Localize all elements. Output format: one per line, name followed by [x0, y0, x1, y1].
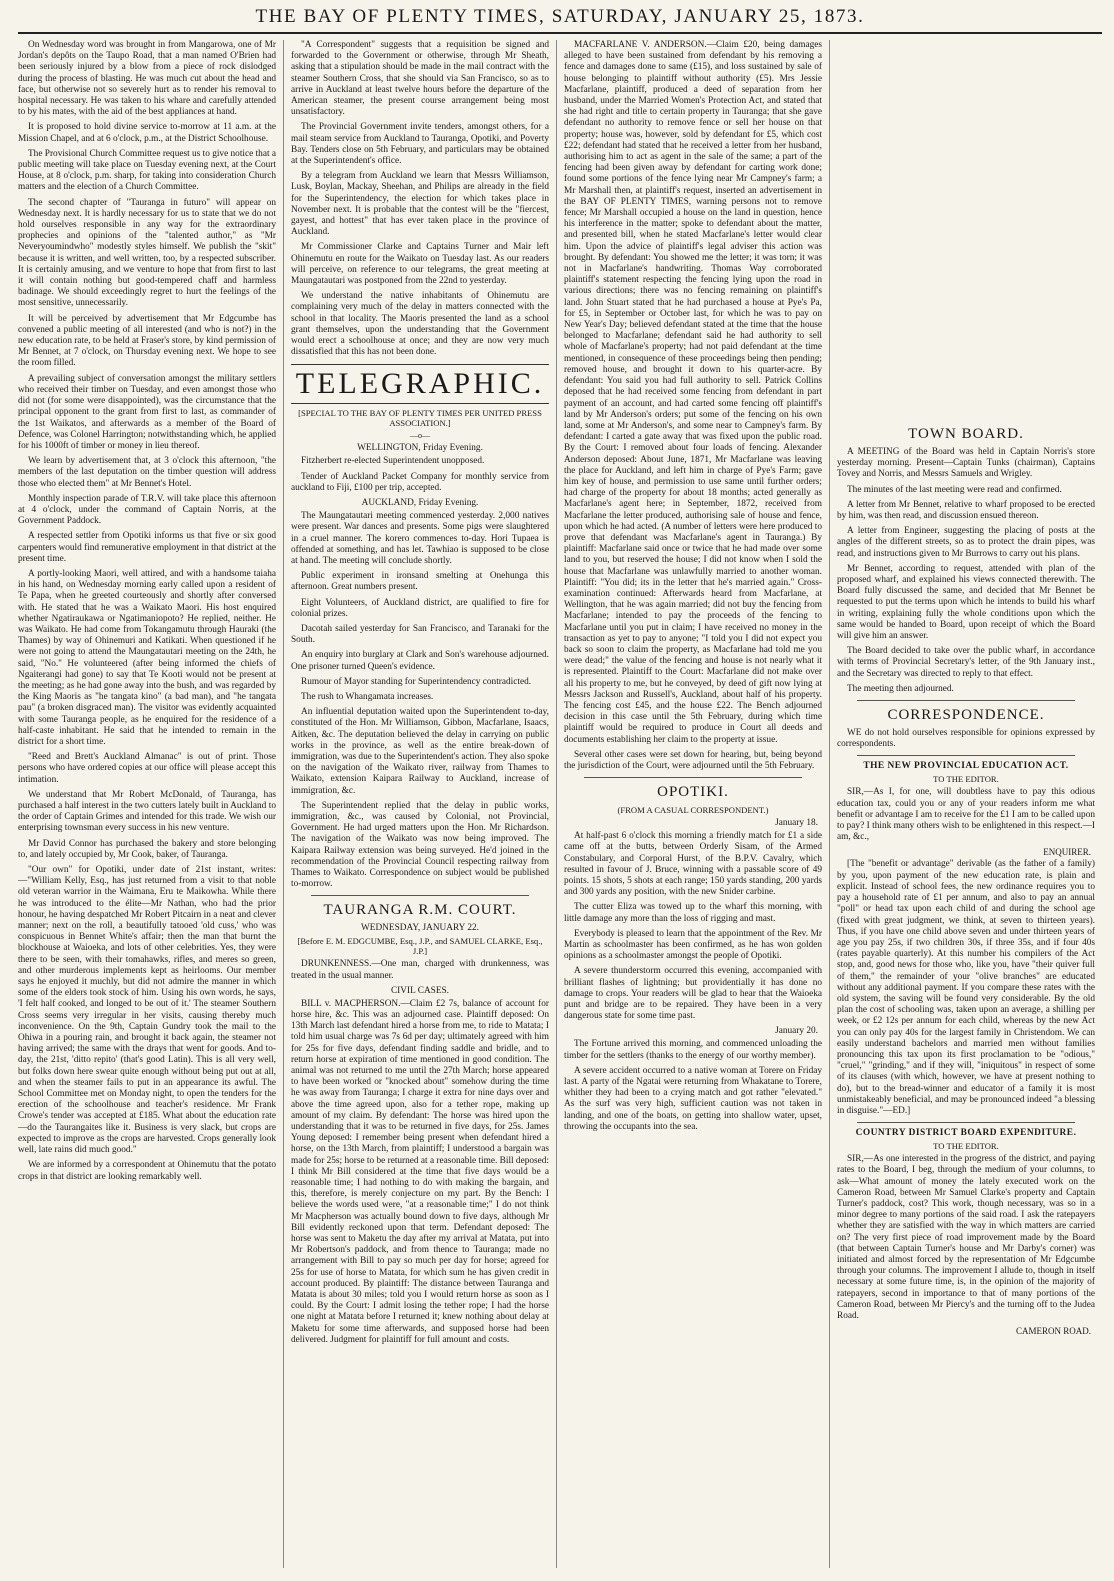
- telegram-item: An enquiry into burglary at Clark and Son's warehouse adjourned. One prisoner turned Queen's evidence.: [291, 650, 549, 672]
- news-paragraph: It will be perceived by advertisement that Mr Edgcumbe has convened a public meeting of all interested (and who is not?) in the new education rate, to be held at Fraser's store, by kind permission of Mr Bennet, at 7 o'clock, on Thursday evening next. We hope to see the room filled.: [18, 313, 276, 369]
- correspondence-disclaimer: WE do not hold ourselves responsible for opinions expressed by correspondents.: [837, 728, 1095, 750]
- opotiki-paragraph: The Fortune arrived this morning, and commenced unloading the timber for the settlers (thanks to the energy of our worthy member).: [564, 1039, 822, 1061]
- correspondence-heading: CORRESPONDENCE.: [887, 707, 1045, 724]
- town-board-paragraph: A letter from Mr Bennet, relative to wharf proposed to be erected by him, was then read, and discussion ensued thereon.: [837, 499, 1095, 522]
- opotiki-sub: (FROM A CASUAL CORRESPONDENT.): [617, 805, 769, 816]
- column-1: [18, 40, 283, 1568]
- letter-2-body: SIR,—As one interested in the progress of the district, and paying rates to the Board, I beg, through the medium of your columns, to ask—What amount of money the lately executed work on the Cameron Road, between Mr Samuel Clarke's property and Captain Turner's paddock, cost? This work, though necessary, was so in a minor degree to many portions of the said road. I ask the ratepayers whether they are satisfied with the way in which matters are carried on? The very first piece of road improvement made by the Board (that between Captain Turner's house and Mr Darby's corner) was initiated and almost forced by the representation of Mr Edgcumbe through your columns. The improvement I allude to, though in itself necessary at some future time, is, in the opinion of the majority of ratepayers, second in importance to that of many portions of the Cameron Road, between Mr Piercy's and the turning off to the Judea Road.: [837, 1154, 1095, 1321]
- columns: [18, 40, 1102, 1568]
- letter-2-heading: COUNTRY DISTRICT BOARD EXPENDITURE.: [855, 1128, 1077, 1139]
- news-paragraph: It is proposed to hold divine service to-morrow at 11 a.m. at the Mission Chapel, and at 6 o'clock, p.m., at the District Schoolhouse.: [18, 122, 276, 144]
- telegram-item: The Superintendent replied that the delay in public works, immigration, &c., was caused by Colonial, not Provincial, Government. He had urged matters upon the Hon. Mr Richardson. The navigation of the Waikato was now being improved. The Kaipara Railway extension was being surveyed. He'd joined in the recommendation of the Provincial Council respecting railway from Thames to Waikato. Correspondence on subject would be published to-morrow.: [291, 800, 549, 890]
- town-board-heading: TOWN BOARD.: [908, 426, 1024, 442]
- news-paragraph: On Wednesday word was brought in from Mangarowa, one of Mr Jordan's depôts on the Taupo Road, that a man named O'Brien had been seriously injured by a blow from a piece of rock dislodged during the process of blasting. He was much cut about the head and face, but otherwise not so severely hurt as to render his removal to hospital necessary. He was taken to his whare and carefully attended to by his mates, with the aid of the best appliances at hand.: [18, 40, 276, 118]
- opotiki-paragraph: A severe accident occurred to a native woman at Torere on Friday last. A party of the Ngatai were returning from Whakatane to Torere, whither they had been to a crying match and got rather "elevated." As the surf was very high, sufficient caution was not taken in landing, and one of the boats, on getting into shallow water, upset, throwing the occupants into the sea.: [564, 1065, 822, 1132]
- town-board-paragraph: Mr Bennet, according to request, attended with plan of the proposed wharf, and explained his views connected therewith. The Board fully discussed the same, and decided that Mr Bennet be requested to put the terms upon which he intends to build his wharf in writing, explaining fully the whole conditions upon which the same would be handed to Board, upon receipt of which the Board will give him an answer.: [837, 563, 1095, 642]
- court-case: MACFARLANE V. ANDERSON.—Claim £20, being damages alleged to have been sustained from defendant by his removing a fence and damages done to same (£15), and loss sustained by sale of house belonging to plaintiff without authority (£5). Mrs Jessie Macfarlane, plaintiff, produced a deed of separation from her husband, under the Married Women's Protection Act, and stated that she had right and title to certain property in Tauranga; that she gave defendant no authority to remove fence or sell her house on that property; house was, however, sold by defendant for £5, which cost £22; defendant had stated that he received a letter from her husband, authorising him to act as agent in the sale of the same; a part of the fencing had been given away by defendant for carting work done; found some portions of the fence lying near Mr Campney's farm; a Mr Marshall then, at plaintiff's request, inserted an advertisement in the BAY OF PLENTY TIMES, warning persons not to remove fence; Mr Marshall occupied a house on the land in question, hence his interference in the matter; spoke to defendant about the matter, and presented bill, when he stated Macfarlane's letter would clear him. Upon the advice of plaintiff's legal adviser this action was brought. By defendant: You showed me the letter; it was torn; it was not in Macfarlane's handwriting. Thomas Way corroborated plaintiff's statement respecting the fencing lying upon the road in various directions; there was no fencing remaining on plaintiff's land. John Stuart stated that he had purchased a house at Pye's Pa, for £5, in September or October last, for which he was to pay on New Year's Day; believed defendant stated at the time that the house belonged to Macfarlane; defendant said he had authority to sell whole of Macfarlane's property; had not paid defendant at the time mentioned, in consequence of these proceedings being then pending; removed house, and brought it down to his quarter-acre. By defendant: You said you had full authority to sell. Patrick Collins deposed that he had received some fencing from defendant in part payment of an account, and had carted some fencing off plaintiff's land by Mr Anderson's orders; put some of the fencing on his own land, some at Mr Anderson's, and some near to Campney's farm. By defendant: I carted a gate away that was fixed upon the public road. By the Court: I removed about four loads of fencing. Alexander Anderson deposed: About June, 1871, Mr Macfarlane was leaving the place for Auckland, and left him in charge of Pye's Farm; gave him key of house, and permission to use same until further orders; had charge of the property for about 18 months; acted generally as Macfarlane's agent here; in September, 1872, received from Macfarlane the letter produced, authorising sale of house and fence, upon which he had acted. (A number of letters were here produced to prove that defendant was Macfarlane's agent in Tauranga.) By plaintiff: Macfarlane said once or twice that he had made over some land to you, but reserved the house; I did not know when I sold the house that Macfarlane was unlawfully married to another woman. Plaintiff: "You did; its in the letter that he's married again." Cross-examination continued: Afterwards heard from Macfarlane, at Wellington, that he was again married; did not buy the fencing from Macfarlane; intended to pay the proceeds of the fencing to Macfarlane until you put in claim; I have received no money in the transaction as yet to pay to anyone; "I told you I did not expect you back so soon to claim the property, as Macfarlane had told me you were dead;" the value of the fencing and house is not nearly what it is represented. Plaintiff to the Court: Macfarlane did not make over all his property to me, but he conveyed, by deed of gift now lying at Messrs Jackson and Russell's, Auckland, about half of his property. The fencing cost £45, and the house £22. The Bench adjourned decision in this case until the 5th February, during which time plaintiff would be required to produce in Court all deeds and documents establishing her claim to the property at issue.: [564, 40, 822, 745]
- civil-cases-heading: CIVIL CASES.: [390, 985, 450, 996]
- telegram-item: Fitzherbert re-elected Superintendent unopposed.: [301, 456, 485, 467]
- divider: [311, 895, 529, 896]
- telegram-item: Eight Volunteers, of Auckland district, are qualified to fire for colonial prizes.: [291, 597, 549, 619]
- opotiki-date-1: January 18.: [775, 818, 818, 829]
- telegraphic-special: [SPECIAL TO THE BAY OF PLENTY TIMES PER UNITED PRESS ASSOCIATION.]: [298, 408, 542, 429]
- column-2: [283, 40, 556, 1568]
- court-date: WEDNESDAY, JANUARY 22.: [361, 923, 479, 934]
- town-board-paragraph: A MEETING of the Board was held in Captain Norris's store yesterday morning. Present—Captain Tunks (chairman), Captains Tovey and Norris, and Messrs Samuels and Wrigley.: [837, 447, 1095, 480]
- news-paragraph: We understand that Mr Robert McDonald, of Tauranga, has purchased a half interest in the two cutters lately built in Auckland to the order of Captain Grimes and intended for this trade. We wish our enterprising townsman every success in his new venture.: [18, 789, 276, 834]
- news-paragraph: A portly-looking Maori, well attired, and with a handsome taiaha in his hand, on Wednesday morning early called upon a resident of Te Papa, when he greeted courteously and shortly after conversed with. He stated that he was a Waikato Maori. His host enquired whether Ngatiraukawa or Ngatimaniopoto? He replied, neither. He was Waikato. He had come from Tokangamutu through Hauraki (the Thames) by way of Ohinemuri and Katikati. When questioned if he were not going to attend the Maungatautari meeting on the 24th, he said, "No." He volunteered (after being informed the chiefs of Ngaiterangi had gone) to say that Te Kooti would not be present at the meeting; as he had gone away into the bush, and was regarded by the King Maoris as "he tangata kino" (a bad man), and "he tangata pau" (a broken disgraced man). The visitor was evidently acquainted with some Tauranga people, as he enquired for the residence of a half-caste inhabitant. He said that he intended to remain in the district for a short time.: [18, 568, 276, 747]
- telegram-item: The Maungatautari meeting commenced yesterday. 2,000 natives were present. War dances and presents. Some pigs were slaughtered in a cruel manner. The korero commences to-day. Hori Tupaea is offended at something, and has let. Tawhiao is supposed to be close at hand. The meeting will conclude shortly.: [291, 511, 549, 566]
- telegraphic-heading: TELEGRAPHIC.: [291, 364, 549, 404]
- town-board-paragraph: The minutes of the last meeting were read and confirmed.: [847, 484, 1062, 495]
- divider: [857, 700, 1075, 701]
- court-heading: TAURANGA R.M. COURT.: [323, 902, 517, 919]
- telegram-item: Tender of Auckland Packet Company for monthly service from auckland to Fiji, £100 per trip, accepted.: [291, 471, 549, 493]
- news-paragraph: A prevailing subject of conversation amongst the military settlers who received their timber on Tuesday, and even amongst those who did not (for some were disappointed), was the circumstance that the principal opponent to the grant from first to last, as commander of the 1st Waikatos, and afterwards as a member of the Board of Defence, was Colonel Harrington; notwithstanding which, he applied for his 1000ft of timber or money in lieu thereof.: [18, 373, 276, 451]
- court-drunkenness: DRUNKENNESS.—One man, charged with drunkenness, was treated in the usual manner.: [291, 959, 549, 981]
- news-paragraph: Mr David Connor has purchased the bakery and store belonging to, and lately occupied by, Mr Cook, baker, of Tauranga.: [18, 838, 276, 860]
- letter-1-body: SIR,—As I, for one, will doubtless have to pay this odious education tax, could you or any of your readers inform me what benefit or advantage I am to receive for the £1 I am to be called upon to pay? I think many others wish to be enlightened in this respect.—I am, &c.,: [837, 787, 1095, 843]
- divider: [857, 1122, 1075, 1123]
- blank-area: [837, 40, 1095, 420]
- telegram-item: Public experiment in ironsand smelting at Onehunga this afternoon. Great numbers present.: [291, 571, 549, 593]
- opotiki-paragraph: At half-past 6 o'clock this morning a friendly match for £1 a side came off at the butts, between Orderly Sisam, of the Armed Constabulary, and Corporal Hurst, of the B.P.V. Cavalry, which resulted in favour of J. Bruce, winning with a passable score of 49 points. 15 shots, 5 shots at each range; 150 yards standing, 200 yards and 300 yards any position, with the new Snider carbine.: [564, 831, 822, 898]
- opotiki-paragraph: The cutter Eliza was towed up to the wharf this morning, with little damage any more than the loss of rigging and mast.: [564, 902, 822, 924]
- news-paragraph: Mr Commissioner Clarke and Captains Turner and Mair left Ohinemutu en route for the Waikato on Tuesday last. As our readers will perceive, on reference to our telegrams, the great meeting at Maungatautari was postponed from the 22nd to yesterday.: [291, 242, 549, 287]
- news-paragraph: Monthly inspection parade of T.R.V. will take place this afternoon at 4 o'clock, under the command of Captain Norris, at the Government Paddock.: [18, 493, 276, 527]
- news-paragraph: "A Correspondent" suggests that a requisition be signed and forwarded to the Government or otherwise, through Mr Sheath, asking that a stipulation should be made in the mail contract with the steamer Southern Cross, that she should via San Francisco, so as to arrive in Auckland at least twelve hours before the departure of the American steamer, the present course arrangement being most unsatisfactory.: [291, 40, 549, 118]
- masthead: THE BAY OF PLENTY TIMES, SATURDAY, JANUARY 25, 1873.: [18, 6, 1102, 34]
- column-4: [829, 40, 1102, 1568]
- to-editor: TO THE EDITOR.: [933, 1141, 999, 1152]
- news-paragraph: "Reed and Brett's Auckland Almanac" is out of print. Those persons who have ordered copies at our office will please accept this intimation.: [18, 752, 276, 785]
- letter-2-signature: CAMERON ROAD.: [1015, 1326, 1091, 1337]
- divider: [857, 755, 1075, 756]
- telegram-item: Dacotah sailed yesterday for San Francisco, and Taranaki for the South.: [291, 623, 549, 646]
- opotiki-heading: OPOTIKI.: [657, 784, 729, 801]
- court-case: BILL v. MACPHERSON.—Claim £2 7s, balance of account for horse hire, &c. This was an adjourned case. Plaintiff deposed: On 13th March last defendant hired a horse from me, to ride to Matata; I told him usual charge was 7s 6d per day; ultimately agreed with him for 25s for five days, defendant finding saddle and bridle, and to return horse at expiration of time mentioned in good condition. The animal was not returned to me until the 27th March; horse appeared to have been worked or "knocked about" somehow during the time he was away from Tauranga; I charge it extra for nine days over and above the time agreed upon, also for a tether rope, making up amount of my claim. By defendant: The horse was hired upon the understanding that it was to be returned in five days, for 25s. James Young deposed: I remember being present when defendant hired a horse, on the 13th March, from plaintiff; I understood a bargain was made for 25s; horse to be returned at a reasonable time. Bill deposed: I think Mr Bill considered at the time that five days would be a reasonable time; I had nothing to do with making the bargain, and this, therefore, is merely conjecture on my part. By the Bench: I believe the words used were, "at a reasonable time;" I do not think Mr Macpherson was actually bound down to five days, although Mr Bill evidently reckoned upon that term. Defendant deposed: The horse was sent to Maketu the day after my arrival at Matata, put into Mr Robertson's paddock, and from thence to Tauranga; made no arrangement with Bill to pay so much per day for horse; agreed for 25s for use of horse to Matata, for which sum he has given credit in account produced. By plaintiff: The distance between Tauranga and Matata is about 30 miles; told you I would return horse as soon as I could. By the Court: I admit losing the tether rope; I had the horse one night at Matata before I returned it; knew nothing about delay at Maketu for some time afterwards, and supposed horse had been delivered. Judgment for plaintiff for full amount and costs.: [291, 998, 549, 1345]
- editor-note: [The "benefit or advantage" derivable (as the father of a family) by you, upon payment of the new education rate, is plain and explicit. Instead of school fees, the new ordinance requires you to pay a household rate of £1 per annum, and also to pay an annual "poll" or head tax upon each child of and during the school age (fixed with great judgment, we think, at seven to thirteen years). Thus, if you have one child above seven and under thirteen years of age you pay 25s, if two children 30s, if three 35s, and if four 40s (rates payable quarterly). At this number his compilers of the Act stop, and, good news for those who, like you, have "their quiver full of them," the remainder of your "olive branches" are educated without any additional payment. If you compare these rates with the old system, the saving will be found very considerable. By the old plan the cost of schooling was, taken upon an average, a shilling per week, or £2 12s per annum for each child, whereas by the new Act you can only pay 40s for the largest family in Christendom. We can easily understand bachelors and married men without families pronouncing this tax upon its first proclamation to be "odious," "cruel," "grinding," and if they will, "iniquitous" in respect of some of its clauses (with which, however, we have at present nothing to do), but to the bread-winner and educator of a family it is most unmistakeably beneficial, and may be pronounced indeed "a blessing in disguise."—ED.]: [837, 859, 1095, 1116]
- town-board-paragraph: The Board decided to take over the public wharf, in accordance with terms of Provincial Secretary's letter, of the 9th January inst., and the Secretary was directed to reply to that effect.: [837, 646, 1095, 679]
- letter-1-heading: THE NEW PROVINCIAL EDUCATION ACT.: [863, 761, 1069, 772]
- news-paragraph: By a telegram from Auckland we learn that Messrs Williamson, Lusk, Boylan, Mackay, Sheehan, and Philips are already in the field for the Superintendency, the election for which takes place in November next. It is probable that the contest will be the "fiercest, gayest, and hottest" that has ever taken place in the province of Auckland.: [291, 171, 549, 238]
- news-paragraph: "Our own" for Opotiki, under date of 21st instant, writes:—"William Kelly, Esq., has just returned from a visit to that noble old veteran warrior in the Waimana, Eru te Maikowha. While there he was introduced to the élite—Mr Nathan, who had the prior honour, he having despatched Mr Robert Pitcairn in a neat and clever manner; next on the roll, a beautifully tatooed 'old cuss,' who was conspicuous in Bennet White's affair; then the man that burnt the blockhouse at Waioeka, and lots of other celebrities. Yes, they were there to be seen, with their tomahawks, rifles, and meres so green, and other murderous implements kept as heirlooms. Our member says he enjoyed it muchly, but did not admire the manner in which some of the elders took stock of him. Using his own words, he says, 'I felt half cooked, and longed to be out of it.' The steamer Southern Cross seems very irregular in her visits, causing thereby much inconvenience. On the 9th, Captain Gundry took the mail to the Ohiwa in a pouring rain, and brought it back again, the steamer not having arrived; the same with the drays that went for goods. And to-day, the 21st, 'ditto repito' (that's good Latin). This is all very well, but folks down here swear quite enough without being put out at all, and when the steamer fails to put in an appearance its awful. The School Committee met on Monday night, to open the tenders for the erection of the schoolhouse and teacher's residence. Mr Frank Crowe's tender was accepted at £185. What about the education rate—do the Taurangaites like it. Business is very slack, but crops are expected to improve as the crops are harvested. Crops generally look well, late rains did much good.": [18, 865, 276, 1156]
- town-board-paragraph: The meeting then adjourned.: [847, 683, 954, 694]
- dateline-auckland: AUCKLAND, Friday Evening.: [361, 498, 479, 509]
- telegram-item: Rumour of Mayor standing for Superintendency contradicted.: [301, 676, 532, 687]
- to-editor: TO THE EDITOR.: [933, 774, 999, 785]
- letter-1-signature: ENQUIRER.: [1043, 847, 1091, 858]
- news-paragraph: A respected settler from Opotiki informs us that five or six good carpenters would find remunerative employment in that district at the present time.: [18, 531, 276, 564]
- news-paragraph: We are informed by a correspondent at Ohinemutu that the potato crops in that district are looking remarkably well.: [18, 1160, 276, 1182]
- court-before: [Before E. M. EDGCUMBE, Esq., J.P., and SAMUEL CLARKE, Esq., J.P.]: [297, 936, 543, 957]
- news-paragraph: The second chapter of "Tauranga in futuro" will appear on Wednesday next. It is hardly necessary for us to state that we do not hold ourselves responsible in any way for the extraordinary prophecies and opinions of the "talented author," as "Mr Neveryoumindwho" modestly styles himself. We publish the "skit" because it is written, and well written, too, by a respected subscriber. It is certainly amusing, and we venture to hope that from first to last it will contain nothing but good-tempered chaff and harmless badinage. We should exceedingly regret to hurt the feelings of the most sensitive, unnecessarily.: [18, 197, 276, 309]
- opotiki-paragraph: Everybody is pleased to learn that the appointment of the Rev. Mr Martin as schoolmaster has been confirmed, as he has won golden opinions as a schoolmaster amongst the people of Opotiki.: [564, 928, 822, 962]
- court-case: Several other cases were set down for hearing, but, being beyond the jurisdiction of the Court, were adjourned until the 5th February.: [564, 749, 822, 771]
- opotiki-date-2: January 20.: [775, 1026, 818, 1037]
- news-paragraph: The Provincial Government invite tenders, amongst others, for a mail steam service from Auckland to Tauranga, Opotiki, and Poverty Bay. Tenders close on 5th February, and particulars may be obtained at the Superintendent's office.: [291, 122, 549, 167]
- news-paragraph: The Provisional Church Committee request us to give notice that a public meeting will take place on Tuesday evening next, at the Court House, at 8 o'clock, p.m. sharp, for taking into consideration Church matters and the election of a Church Committee.: [18, 148, 276, 193]
- opotiki-paragraph: A severe thunderstorm occurred this evening, accompanied with brilliant flashes of lightning; but providentially it has done no damage to crops. Your readers will be glad to hear that the Waioeka punt and bridge are to be repaired. They have been in a very dangerous state for some time past.: [564, 966, 822, 1022]
- separator: —o—: [410, 431, 430, 441]
- telegram-item: The rush to Whangamata increases.: [301, 691, 434, 702]
- telegram-item: An influential deputation waited upon the Superintendent to-day, constituted of the Hon. Mr Williamson, Gibbon, Macfarlane, Isaacs, Aitken, &c. The deputation believed the delay in carrying on public works in the province, as well as the entire break-down of immigration, was due to the Superintendent's action. They also spoke on the navigation of the Waikato river, railway from Thames to Waikato, extension Kaipara Railway to Auckland, increase of immigration, &c.: [291, 707, 549, 796]
- town-board-paragraph: A letter from Engineer, suggesting the placing of posts at the angles of the different streets, so as to protect the drain pipes, was read, and instructions given to Mr Burrows to carry out his plans.: [837, 526, 1095, 559]
- dateline-wellington: WELLINGTON, Friday Evening.: [357, 443, 483, 454]
- news-paragraph: We understand the native inhabitants of Ohinemutu are complaining very much of the delay in matters connected with the school in that locality. The Maoris presented the land as a school grant themselves, upon the understanding that the Government would erect a schoolhouse at once; and they are now very much dissatisfied that this has not been done.: [291, 291, 549, 358]
- column-3: [556, 40, 829, 1568]
- news-paragraph: We learn by advertisement that, at 3 o'clock this afternoon, "the members of the last deputation on the timber question will address those who elected them" at Mr Bennet's Hotel.: [18, 456, 276, 489]
- divider: [584, 777, 802, 778]
